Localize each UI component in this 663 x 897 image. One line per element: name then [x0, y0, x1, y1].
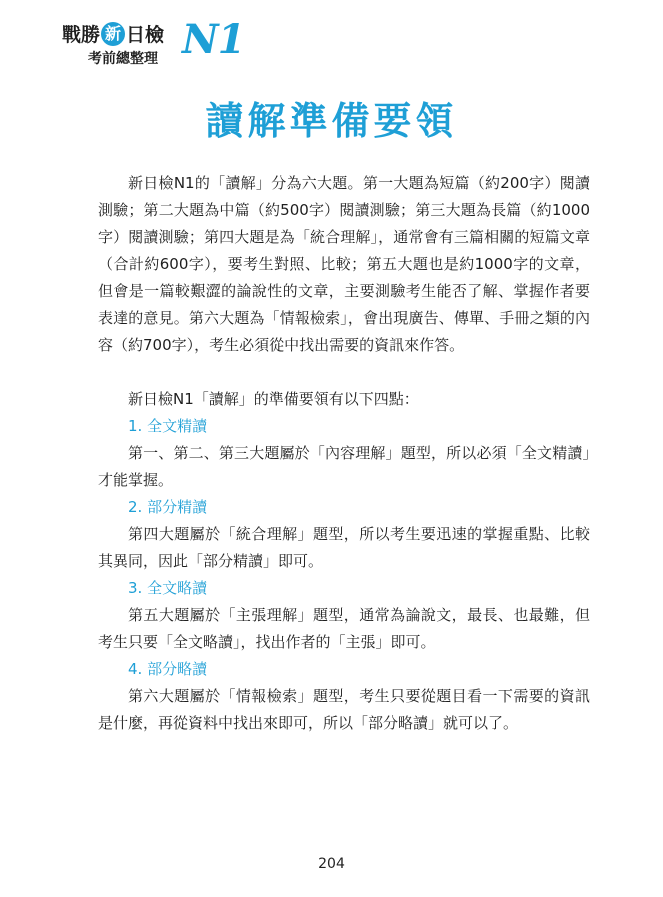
intro-paragraph: 新日檢N1的「讀解」分為六大題。第一大題為短篇（約200字）閱讀測驗；第二大題為中篇（約500字）閱讀測驗；第三大題為長篇（約1000字）閱讀測驗；第四大題是為「統合理解」，通常會有三篇相關的短篇文章（合計約600字），要考生對照、比較；第五大題也是約1000字的文章，但會是一篇較艱澀的論說性的文章，主要測驗考生能否了解、掌握作者要表達的意見。第六大題為「情報檢索」，會出現廣告、傳單、手冊之類的內容（約700字），考生必須從中找出需要的資訊來作答。 [98, 174, 590, 354]
page-number: 204 [318, 856, 345, 872]
point-heading-1: 1. 全文精讀 [128, 417, 208, 435]
point-text-1: 第一、第二、第三大題屬於「內容理解」題型，所以必須「全文精讀」才能掌握。 [98, 444, 590, 489]
point-heading-2: 2. 部分精讀 [128, 498, 208, 516]
logo-title [62, 20, 164, 47]
logo-badge: 新 [101, 22, 125, 46]
point-text-4: 第六大題屬於「情報檢索」題型，考生只要從題目看一下需要的資訊是什麼，再從資料中找出來即可，所以「部分略讀」就可以了。 [98, 687, 590, 732]
logo-title-part2: 日檢 [126, 24, 165, 46]
point-heading-4: 4. 部分略讀 [128, 660, 208, 678]
page-title: 讀解準備要領 [205, 99, 458, 143]
logo-subtitle: 考前總整理 [88, 51, 158, 67]
main-content [98, 170, 590, 737]
point-text-2: 第四大題屬於「統合理解」題型，所以考生要迅速的掌握重點、比較其異同，因此「部分精讀」即可。 [98, 525, 590, 570]
point-text-3: 第五大題屬於「主張理解」題型，通常為論說文，最長、也最難，但考生只要「全文略讀」，找出作者的「主張」即可。 [98, 606, 590, 651]
book-series-logo [62, 14, 245, 74]
points-intro: 新日檢N1「讀解」的準備要領有以下四點： [128, 390, 419, 408]
point-heading-3: 3. 全文略讀 [128, 579, 208, 597]
logo-title-part1: 戰勝 [62, 24, 101, 46]
logo-level: N1 [182, 16, 245, 63]
